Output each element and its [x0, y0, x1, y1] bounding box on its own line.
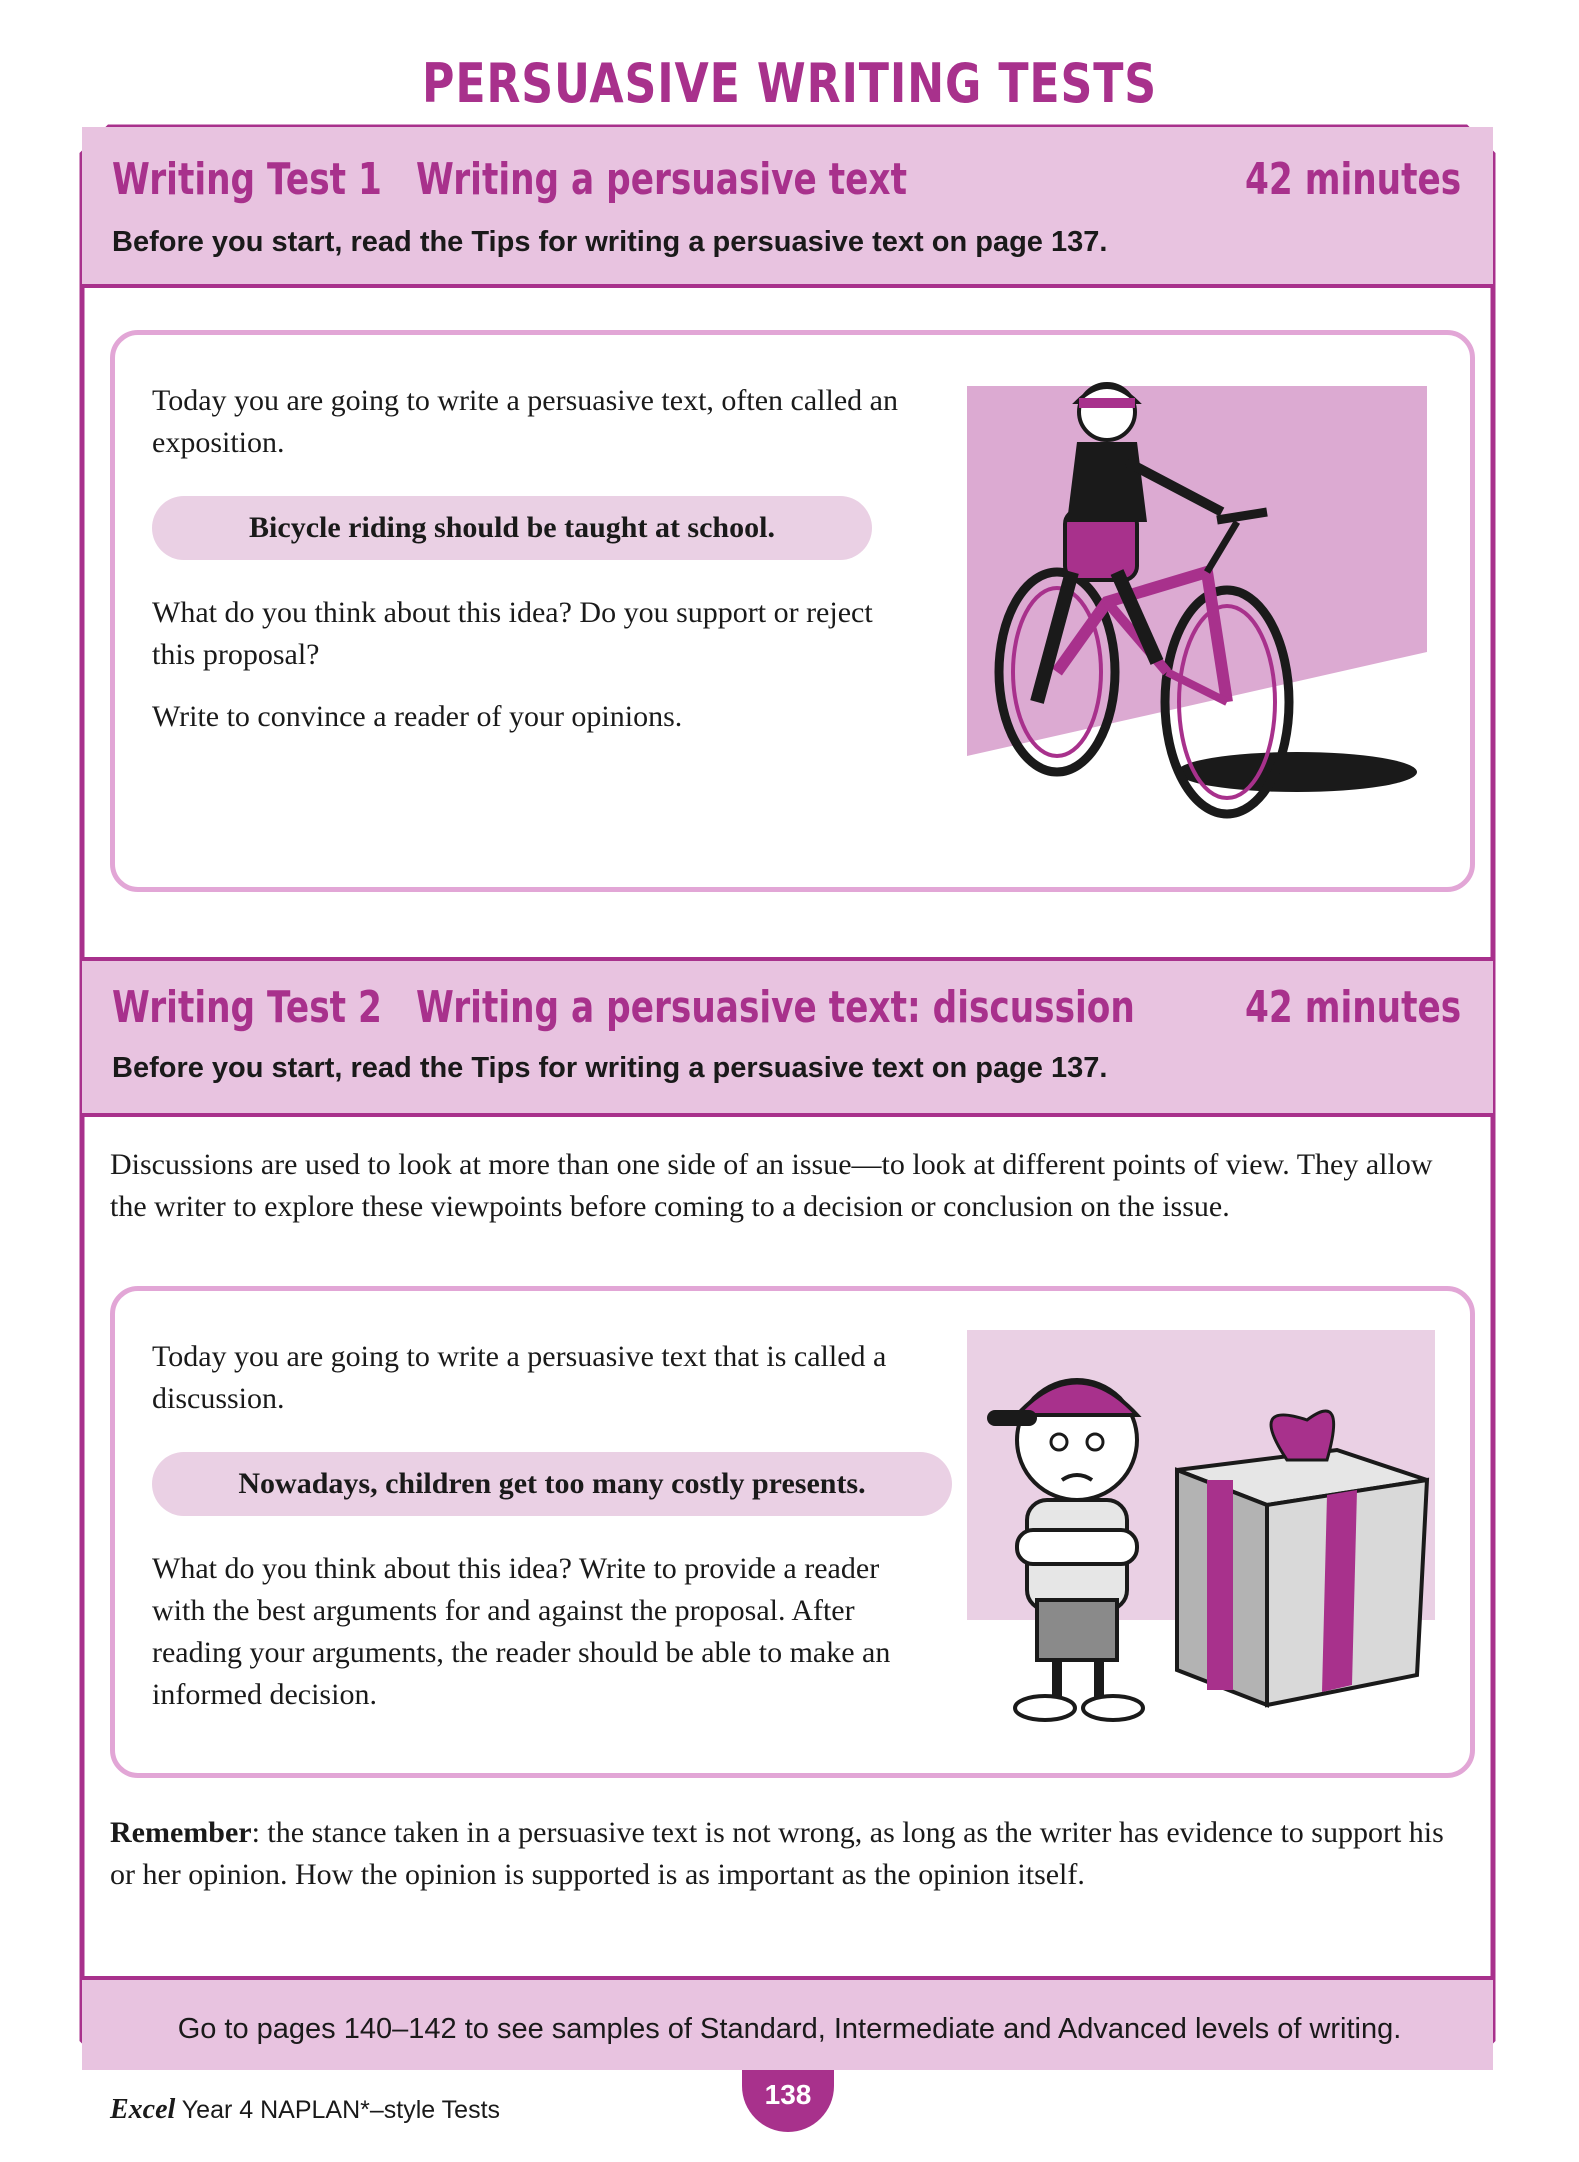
remember-note [110, 1812, 1470, 1896]
test1-task: Write to convince a reader of your opinions. [152, 700, 683, 733]
footer-note: Go to pages 140–142 to see samples of Standard, Intermediate and Advanced levels of writing. [177, 2013, 1402, 2045]
page-number: 138 [742, 2070, 834, 2132]
test1-time: 42 minutes [1244, 154, 1461, 205]
remember-text: : the stance taken in a persuasive text is not wrong, as long as the writer has evidence to support his or her opinion. How the opinion is supported is as important as the opinion itself. [110, 1816, 1444, 1891]
test1-question: What do you think about this idea? Do you support or reject this proposal? [152, 596, 873, 671]
page-title: PERSUASIVE WRITING TESTS [422, 52, 1157, 115]
test1-header-band [82, 127, 1493, 288]
test2-intro: Today you are going to write a persuasive text that is called a discussion. [152, 1340, 887, 1415]
test2-explanation: Discussions are used to look at more than one side of an issue—to look at different points of view. They allow the writer to explore these viewpoints before coming to a decision or conclusion on the issue. [110, 1148, 1433, 1223]
test1-number: Writing Test 1 [112, 154, 382, 205]
test2-header-band [82, 957, 1493, 1117]
remember-label: Remember [110, 1816, 252, 1849]
book-name: Year 4 NAPLAN*–style Tests [175, 2096, 501, 2124]
book-title [110, 2094, 500, 2126]
test2-topic: Nowadays, children get too many costly presents. [152, 1452, 952, 1516]
test2-time: 42 minutes [1244, 982, 1461, 1033]
test1-topic: Bicycle riding should be taught at school. [152, 496, 872, 560]
test2-title: Writing a persuasive text: discussion [416, 982, 1135, 1033]
test1-title: Writing a persuasive text [416, 154, 907, 205]
test1-instruction: Before you start, read the Tips for writing a persuasive text on page 137. [112, 226, 1108, 258]
test2-number: Writing Test 2 [112, 982, 382, 1033]
test1-intro: Today you are going to write a persuasive text, often called an exposition. [152, 384, 898, 459]
test2-question: What do you think about this idea? Write to provide a reader with the best arguments for and against the proposal. After reading your arguments, the reader should be able to make an informed decision. [152, 1552, 891, 1711]
bicycle-girl-illustration [967, 372, 1429, 867]
grumpy-boy-gift-illustration [967, 1330, 1437, 1735]
book-brand: Excel [110, 2094, 176, 2125]
test2-instruction: Before you start, read the Tips for writing a persuasive text on page 137. [112, 1052, 1108, 1084]
